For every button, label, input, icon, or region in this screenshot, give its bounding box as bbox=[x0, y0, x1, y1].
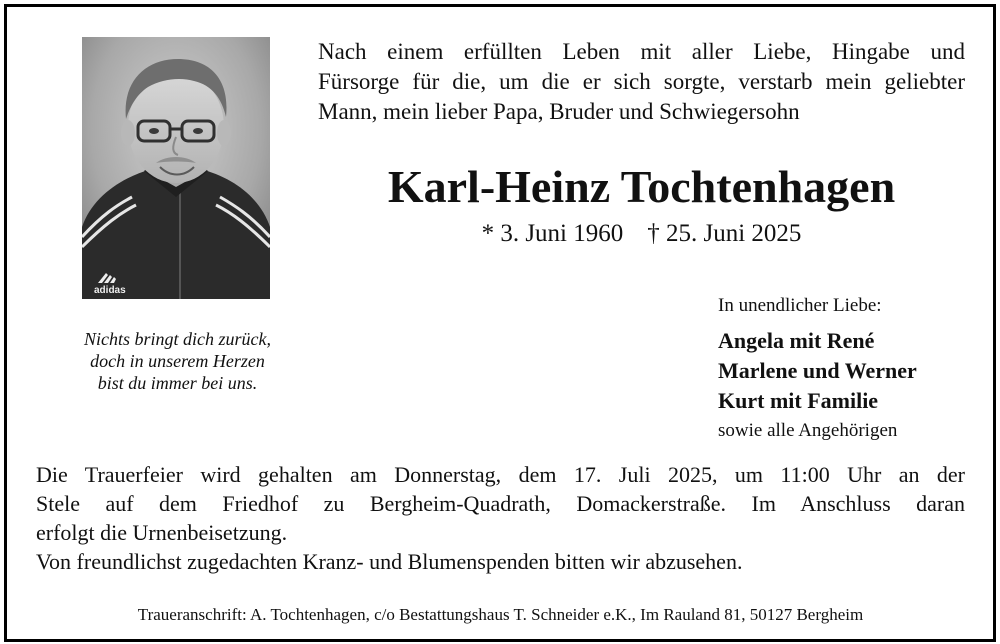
service-line: Von freundlichst zugedachten Kranz- und Blumenspenden bitten wir abzusehen. bbox=[36, 549, 743, 574]
life-dates bbox=[318, 218, 965, 250]
jacket-logo-text: adidas bbox=[94, 285, 126, 296]
memorial-quote bbox=[40, 328, 315, 394]
service-info bbox=[36, 460, 965, 576]
mourners-block bbox=[718, 292, 988, 446]
service-line: Stele auf dem Friedhof zu Bergheim-Quadrath, Domackerstraße. Im Anschluss daran bbox=[36, 491, 965, 516]
death-date: † 25. Juni 2025 bbox=[647, 220, 802, 247]
mourner-name: Angela mit René bbox=[718, 328, 875, 353]
mourners-others: sowie alle Angehörigen bbox=[718, 420, 898, 441]
intro-line: Fürsorge für die, um die er sich sorgte, verstarb mein geliebter bbox=[318, 69, 965, 94]
mourners-names bbox=[718, 326, 988, 416]
service-line: Die Trauerfeier wird gehalten am Donnerstag, dem 17. Juli 2025, um 11:00 Uhr an der bbox=[36, 462, 965, 487]
quote-line: Nichts bringt dich zurück, bbox=[84, 329, 271, 349]
intro-line: Nach einem erfüllten Leben mit aller Liebe, Hingabe und bbox=[318, 39, 965, 64]
mourner-name: Marlene und Werner bbox=[718, 358, 917, 383]
deceased-name: Karl-Heinz Tochtenhagen bbox=[387, 161, 896, 212]
quote-line: doch in unserem Herzen bbox=[90, 351, 265, 371]
birth-date: * 3. Juni 1960 bbox=[481, 220, 624, 247]
service-line: erfolgt die Urnenbeisetzung. bbox=[36, 520, 288, 545]
portrait-photo bbox=[82, 37, 270, 299]
quote-line: bist du immer bei uns. bbox=[97, 373, 258, 393]
mourners-intro: In unendlicher Liebe: bbox=[718, 295, 882, 316]
mourner-name: Kurt mit Familie bbox=[718, 388, 879, 413]
intro-text bbox=[318, 37, 965, 127]
mourning-address: Traueranschrift: A. Tochtenhagen, c/o Bestattungshaus T. Schneider e.K., Im Rauland 81, 50127 Bergheim bbox=[137, 605, 864, 624]
intro-line: Mann, mein lieber Papa, Bruder und Schwiegersohn bbox=[318, 99, 800, 124]
